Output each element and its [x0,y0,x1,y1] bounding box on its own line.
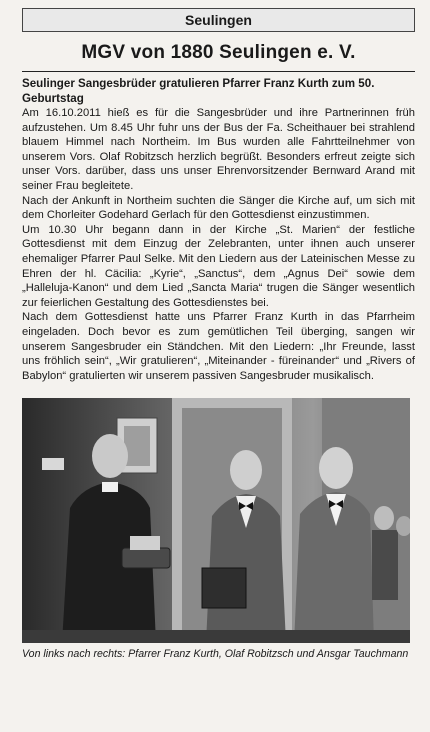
body-paragraph: Um 10.30 Uhr begann dann in der Kirche „St. Marien“ der festliche Gottesdienst mit dem Einzug der Zelebranten, unter ihnen auch unserer ehemaliger Pfarrer Paul Selke. Mit den Liedern aus der Lateinischen Messe zu Ehren der hl. Cäcilia: „Kyrie“, „Sanctus“, dem „Agnus Dei“ sowie dem „Halleluja-Kanon“ und dem Lied „Sancta Maria“ trugen die Sänger wesentlich zur feierlichen Gestaltung des Gottesdienstes bei. [22,223,415,309]
body-paragraph: Nach der Ankunft in Northeim suchten die Sänger die Kirche auf, um sich mit dem Chorleiter Godehard Gerlach für den Gottesdienst einzustimmen. [22,194,415,222]
photo-caption: Von links nach rechts: Pfarrer Franz Kurth, Olaf Robitzsch und Ansgar Tauchmann [22,648,409,661]
article-photo [22,398,410,643]
body-paragraph: Nach dem Gottesdienst hatte uns Pfarrer Franz Kurth in das Pfarrheim eingeladen. Doch bevor es zum gemütlichen Teil überging, sangen wir unserem Sangesbruder ein Ständchen. Mit den Liedern: „Ihr Freunde, lasst uns fröhlich sein“, „Wir gratulieren“, „Miteinander - füreinander“ und „Rivers of Babylon“ gratulierten wir unserem passiven Sangesbruder musikalisch. [22,311,415,382]
headline-divider [22,71,415,72]
article-body [22,106,415,383]
article-subheadline: Seulinger Sangesbrüder gratulieren Pfarrer Franz Kurth zum 50. Geburtstag [22,77,375,105]
body-paragraph: Am 16.10.2011 hieß es für die Sangesbrüder und ihre Partnerinnen früh aufzustehen. Um 8.45 Uhr fuhr uns der Bus der Fa. Scheithauer bei strahlend blauem Himmel nach Northeim. Im Bus wurden alle Fahrtteilnehmer von unserem Vors. Olaf Robitzsch herzlich begrüßt. Besonders erfreut zeigte sich unser Vors. darüber, dass uns unser Ehrenvorsitzender Bernward Arand mit seiner Frau begleitete. [22,107,415,192]
section-header [22,8,415,32]
article-headline: MGV von 1880 Seulingen e. V. [81,42,356,63]
photo-illustration [22,398,410,643]
section-title: Seulingen [185,12,252,28]
